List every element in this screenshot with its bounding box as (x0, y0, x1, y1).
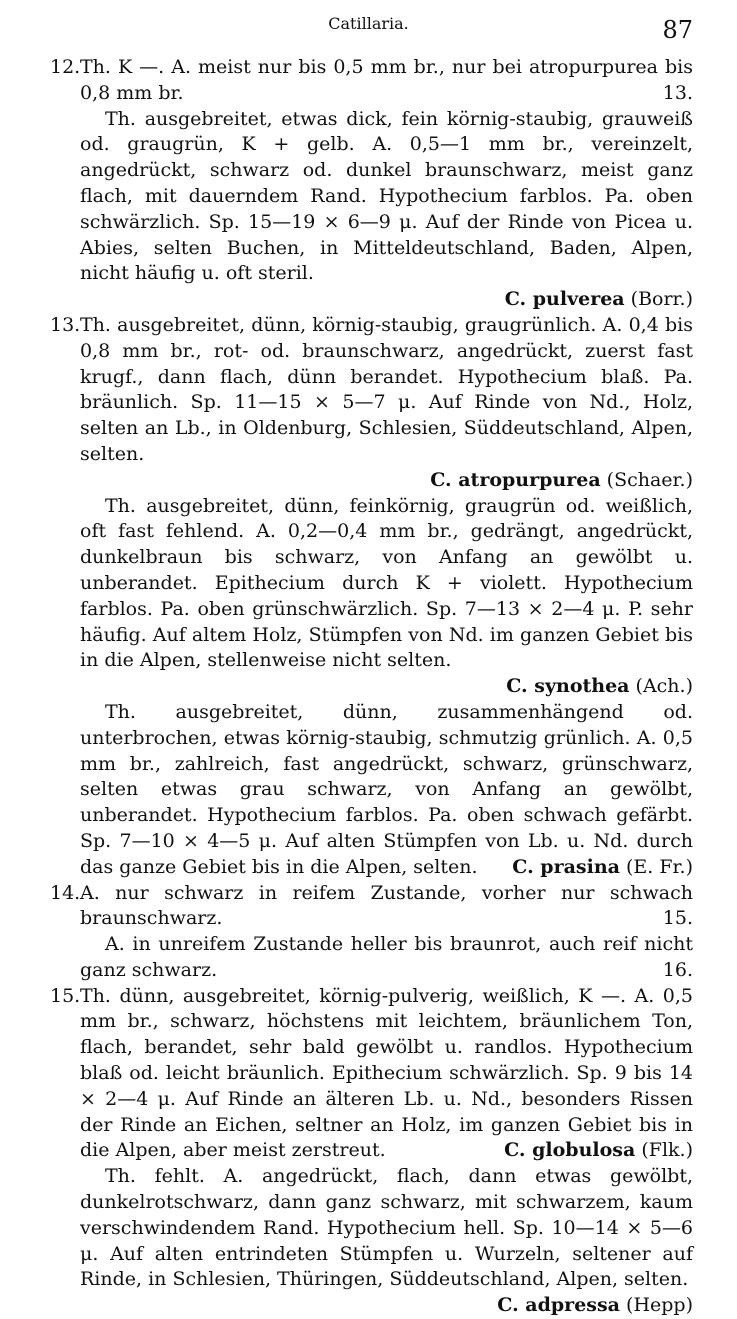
entry-number: 12. (50, 56, 81, 78)
key-entry-14-alt (50, 932, 693, 984)
entry-text: Th. dünn, ausgebreitet, körnig-pulverig, weißlich, K —. A. 0,5 mm br., schwarz, höchstens mit leichtem, bräunlichem Ton, flach, berandet, sehr bald gewölbt u. randlos. Hypothecium blaß od. leicht bräunlich. Epithecium schwärzlich. Sp. 9 bis 14 × 2—4 μ. Auf Rinde an älteren Lb. u. Nd., besonders Rissen der Rinde an Eichen, seltner an Holz, im ganzen Gebiet bis in die Alpen, aber meist zerstreut. (80, 984, 693, 1162)
entry-text: Th. ausgebreitet, dünn, zusammenhängend od. unterbrochen, etwas körnig-staubig, schmutzig grünlich. A. 0,5 mm br., zahlreich, fast angedrückt, schwarz, grünschwarz, selten etwas grau schwarz, von Anfang an gewölbt, unberandet. Hypothecium farblos. Pa. oben schwach gefärbt. Sp. 7—10 × 4—5 μ. Auf alten Stümpfen von Lb. u. Nd. durch das ganze Gebiet bis in die Alpen, selten. (80, 700, 693, 878)
page-number: 87 (662, 16, 693, 44)
entry-reference: 15. (662, 907, 693, 930)
species-name-line (80, 674, 693, 700)
species-author: (E. Fr.) (626, 855, 693, 878)
running-title: Catillaria. (328, 14, 409, 33)
entry-number: 15. (50, 984, 81, 1007)
species-description-pulverea (50, 107, 693, 313)
species-name: C. adpressa (497, 1294, 620, 1317)
key-entry-14 (50, 881, 693, 933)
species-author: (Flk.) (641, 1139, 693, 1162)
entry-number: 14. (50, 881, 81, 904)
entry-text: Th. ausgebreitet, dünn, körnig-staubig, graugrünlich. A. 0,4 bis 0,8 mm br., rot- od. braunschwarz, angedrückt, zuerst fast krugf., dann flach, dünn berandet. Hypothecium blaß. Pa. bräunlich. Sp. 11—15 × 5—7 μ. Auf Rinde von Nd., Holz, selten an Lb., in Oldenburg, Schlesien, Süddeutschland, Alpen, selten. (80, 313, 693, 465)
key-entry-13 (50, 313, 693, 494)
entry-text: A. nur schwarz in reifem Zustande, vorher nur schwach braunschwarz. (80, 881, 693, 930)
species-name-line (80, 1293, 693, 1319)
species-description-synothea (50, 494, 693, 700)
species-name-line (80, 468, 693, 494)
entry-text: Th. ausgebreitet, etwas dick, fein körnig-staubig, grauweiß od. graugrün, K + gelb. A. 0,5—1 mm br., vereinzelt, angedrückt, schwarz od. dunkel braunschwarz, meist ganz flach, mit dauerndem Rand. Hypothecium farblos. Pa. oben schwärzlich. Sp. 15—19 × 6—9 μ. Auf der Rinde von Picea u. Abies, selten Buchen, in Mitteldeutschland, Baden, Alpen, nicht häufig u. oft steril. (80, 107, 693, 285)
entry-reference: 16. (662, 958, 693, 981)
species-description-prasina (50, 700, 693, 881)
species-author: (Schaer.) (606, 468, 693, 491)
key-text (50, 55, 693, 1319)
species-name: C. prasina (512, 855, 620, 878)
key-entry-12 (50, 55, 693, 107)
entry-number: 13. (50, 313, 81, 336)
species-author: (Ach.) (635, 675, 693, 698)
species-author: (Borr.) (630, 288, 693, 311)
entry-text: A. in unreifem Zustande heller bis braunrot, auch reif nicht ganz schwarz. (80, 933, 693, 981)
page-header (0, 8, 737, 48)
species-name-line (504, 1138, 693, 1164)
species-author: (Hepp) (626, 1294, 693, 1317)
entry-reference: 13. (662, 81, 693, 104)
species-name-line (80, 287, 693, 313)
entry-text: Th. fehlt. A. angedrückt, flach, dann etwas gewölbt, dunkelrotschwarz, dann ganz schwarz, mit schwarzem, kaum verschwindendem Rand. Hypothecium hell. Sp. 10—14 × 5—6 μ. Auf alten entrindeten Stümpfen u. Wurzeln, seltener auf Rinde, in Schlesien, Thüringen, Süddeutschland, Alpen, selten. (80, 1165, 693, 1291)
key-entry-15 (50, 984, 693, 1165)
entry-text: Th. K —. A. meist nur bis 0,5 mm br., nur bei atropurpurea bis 0,8 mm br. (80, 56, 693, 104)
species-name: C. globulosa (504, 1139, 636, 1162)
species-name: C. pulverea (504, 288, 625, 311)
species-name-line (487, 855, 693, 881)
species-name: C. synothea (506, 675, 630, 698)
species-name: C. atropurpurea (430, 468, 601, 491)
entry-text: Th. ausgebreitet, dünn, feinkörnig, graugrün od. weißlich, oft fast fehlend. A. 0,2—0,4 mm br., gedrängt, angedrückt, dunkelbraun bis schwarz, von Anfang an gewölbt u. unberandet. Epithecium durch K + violett. Hypothecium farblos. Pa. oben grünschwärzlich. Sp. 7—13 × 2—4 μ. P. sehr häufig. Auf altem Holz, Stümpfen von Nd. im ganzen Gebiet bis in die Alpen, stellenweise nicht selten. (80, 494, 693, 672)
species-description-adpressa (50, 1164, 693, 1319)
